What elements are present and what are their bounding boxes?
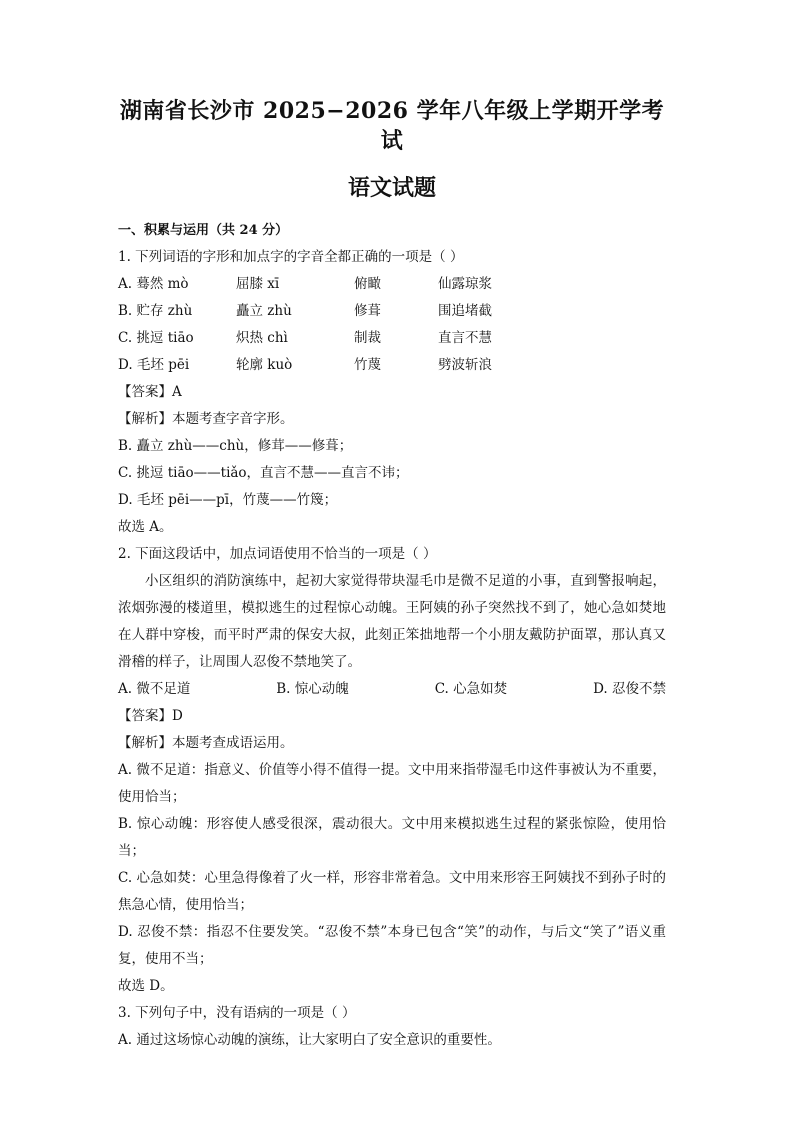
q1-answer: 【答案】A bbox=[118, 384, 182, 400]
q2-analysis-item: B. 惊心动魄：形容使人感受很深，震动很大。文中用来模拟逃生过程的紧张惊险，使用恰当； bbox=[118, 816, 666, 859]
q2-option-c: C. 心急如焚 bbox=[434, 681, 508, 697]
q2-option-d: D. 忍俊不禁 bbox=[593, 681, 666, 697]
q1-analysis-line: C. 挑逗 tiāo——tiǎo，直言不慧——直言不讳； bbox=[118, 465, 409, 481]
section-title: 一、积累与运用（共 24 分） bbox=[118, 223, 289, 238]
exam-title: 湖南省长沙市 2025−2026 学年八年级上学期开学考试 bbox=[119, 98, 665, 154]
q2-passage: 小区组织的消防演练中，起初大家觉得带块湿毛巾是微不足道的小事，直到警报响起，浓烟弥漫的楼道里，模拟逃生的过程惊心动魄。王阿姨的孙子突然找不到了，她心急如焚地在人群中穿梭，而平时严肃的保安大叔，此刻正笨拙地帮一个小朋友戴防护面罩，那认真又滑稽的样子，让周围人忍俊不禁地笑了。 bbox=[118, 573, 666, 670]
q1-option-d-word1: D. 毛坯 pēi bbox=[118, 357, 190, 373]
q1-option-c-word3: 制裁 bbox=[354, 330, 381, 346]
q1-option-b-word3: 修葺 bbox=[354, 303, 381, 319]
q1-option-d bbox=[118, 352, 666, 379]
q1-option-a-word3: 俯瞰 bbox=[354, 276, 381, 292]
q1-option-a-word4: 仙露琼浆 bbox=[438, 276, 492, 292]
q1-analysis-line: B. 矗立 zhù——chù，修茸——修葺； bbox=[118, 438, 353, 454]
q1-option-a bbox=[118, 271, 666, 298]
q1-option-a-word1: A. 蓦然 mò bbox=[118, 276, 189, 292]
q1-option-b-word4: 围追堵截 bbox=[438, 303, 492, 319]
q1-option-c-word1: C. 挑逗 tiāo bbox=[118, 330, 194, 346]
q1-option-c-word2: 炽热 chì bbox=[236, 330, 288, 346]
q3-option-a: A. 通过这场惊心动魄的演练，让大家明白了安全意识的重要性。 bbox=[118, 1032, 501, 1048]
q1-option-b bbox=[118, 298, 666, 325]
q2-conclusion: 故选 D。 bbox=[118, 978, 174, 994]
question-1-stem: 1. 下列词语的字形和加点字的字音全都正确的一项是（ ） bbox=[118, 249, 464, 265]
q1-option-c bbox=[118, 325, 666, 352]
q1-option-d-word4: 劈波斩浪 bbox=[438, 357, 492, 373]
q1-analysis-line: 故选 A。 bbox=[118, 519, 173, 535]
q2-answer: 【答案】D bbox=[118, 708, 183, 724]
q1-option-a-word2: 屈膝 xī bbox=[236, 276, 280, 292]
q1-option-d-word3: 竹蔑 bbox=[354, 357, 381, 373]
q2-analysis-item: C. 心急如焚：心里急得像着了火一样，形容非常着急。文中用来形容王阿姨找不到孙子时的焦急心情，使用恰当； bbox=[118, 870, 666, 913]
q2-option-a: A. 微不足道 bbox=[118, 681, 191, 697]
q1-option-b-word1: B. 贮存 zhù bbox=[118, 303, 193, 319]
question-2-stem: 2. 下面这段话中，加点词语使用不恰当的一项是（ ） bbox=[118, 546, 437, 562]
q1-option-b-word2: 矗立 zhù bbox=[236, 303, 292, 319]
q2-analysis-item: A. 微不足道：指意义、价值等小得不值得一提。文中用来指带湿毛巾这件事被认为不重要，使用恰当； bbox=[118, 762, 666, 805]
question-3-stem: 3. 下列句子中，没有语病的一项是（ ） bbox=[118, 1005, 356, 1021]
q1-analysis-line: D. 毛坯 pēi——pī，竹蔑——竹篾； bbox=[118, 492, 338, 508]
q2-option-b: B. 惊心动魄 bbox=[276, 681, 349, 697]
exam-content bbox=[118, 217, 666, 1054]
q2-options bbox=[118, 676, 666, 703]
q1-option-c-word4: 直言不慧 bbox=[438, 330, 492, 346]
q2-analysis-item: D. 忍俊不禁：指忍不住要发笑。“忍俊不禁”本身已包含“笑”的动作，与后文“笑了”语义重复，使用不当； bbox=[118, 924, 666, 967]
exam-subtitle: 语文试题 bbox=[347, 175, 436, 201]
q1-analysis-line: 【解析】本题考查字音字形。 bbox=[118, 411, 294, 427]
q1-option-d-word2: 轮廓 kuò bbox=[236, 357, 293, 373]
q2-analysis-intro: 【解析】本题考查成语运用。 bbox=[118, 735, 294, 751]
